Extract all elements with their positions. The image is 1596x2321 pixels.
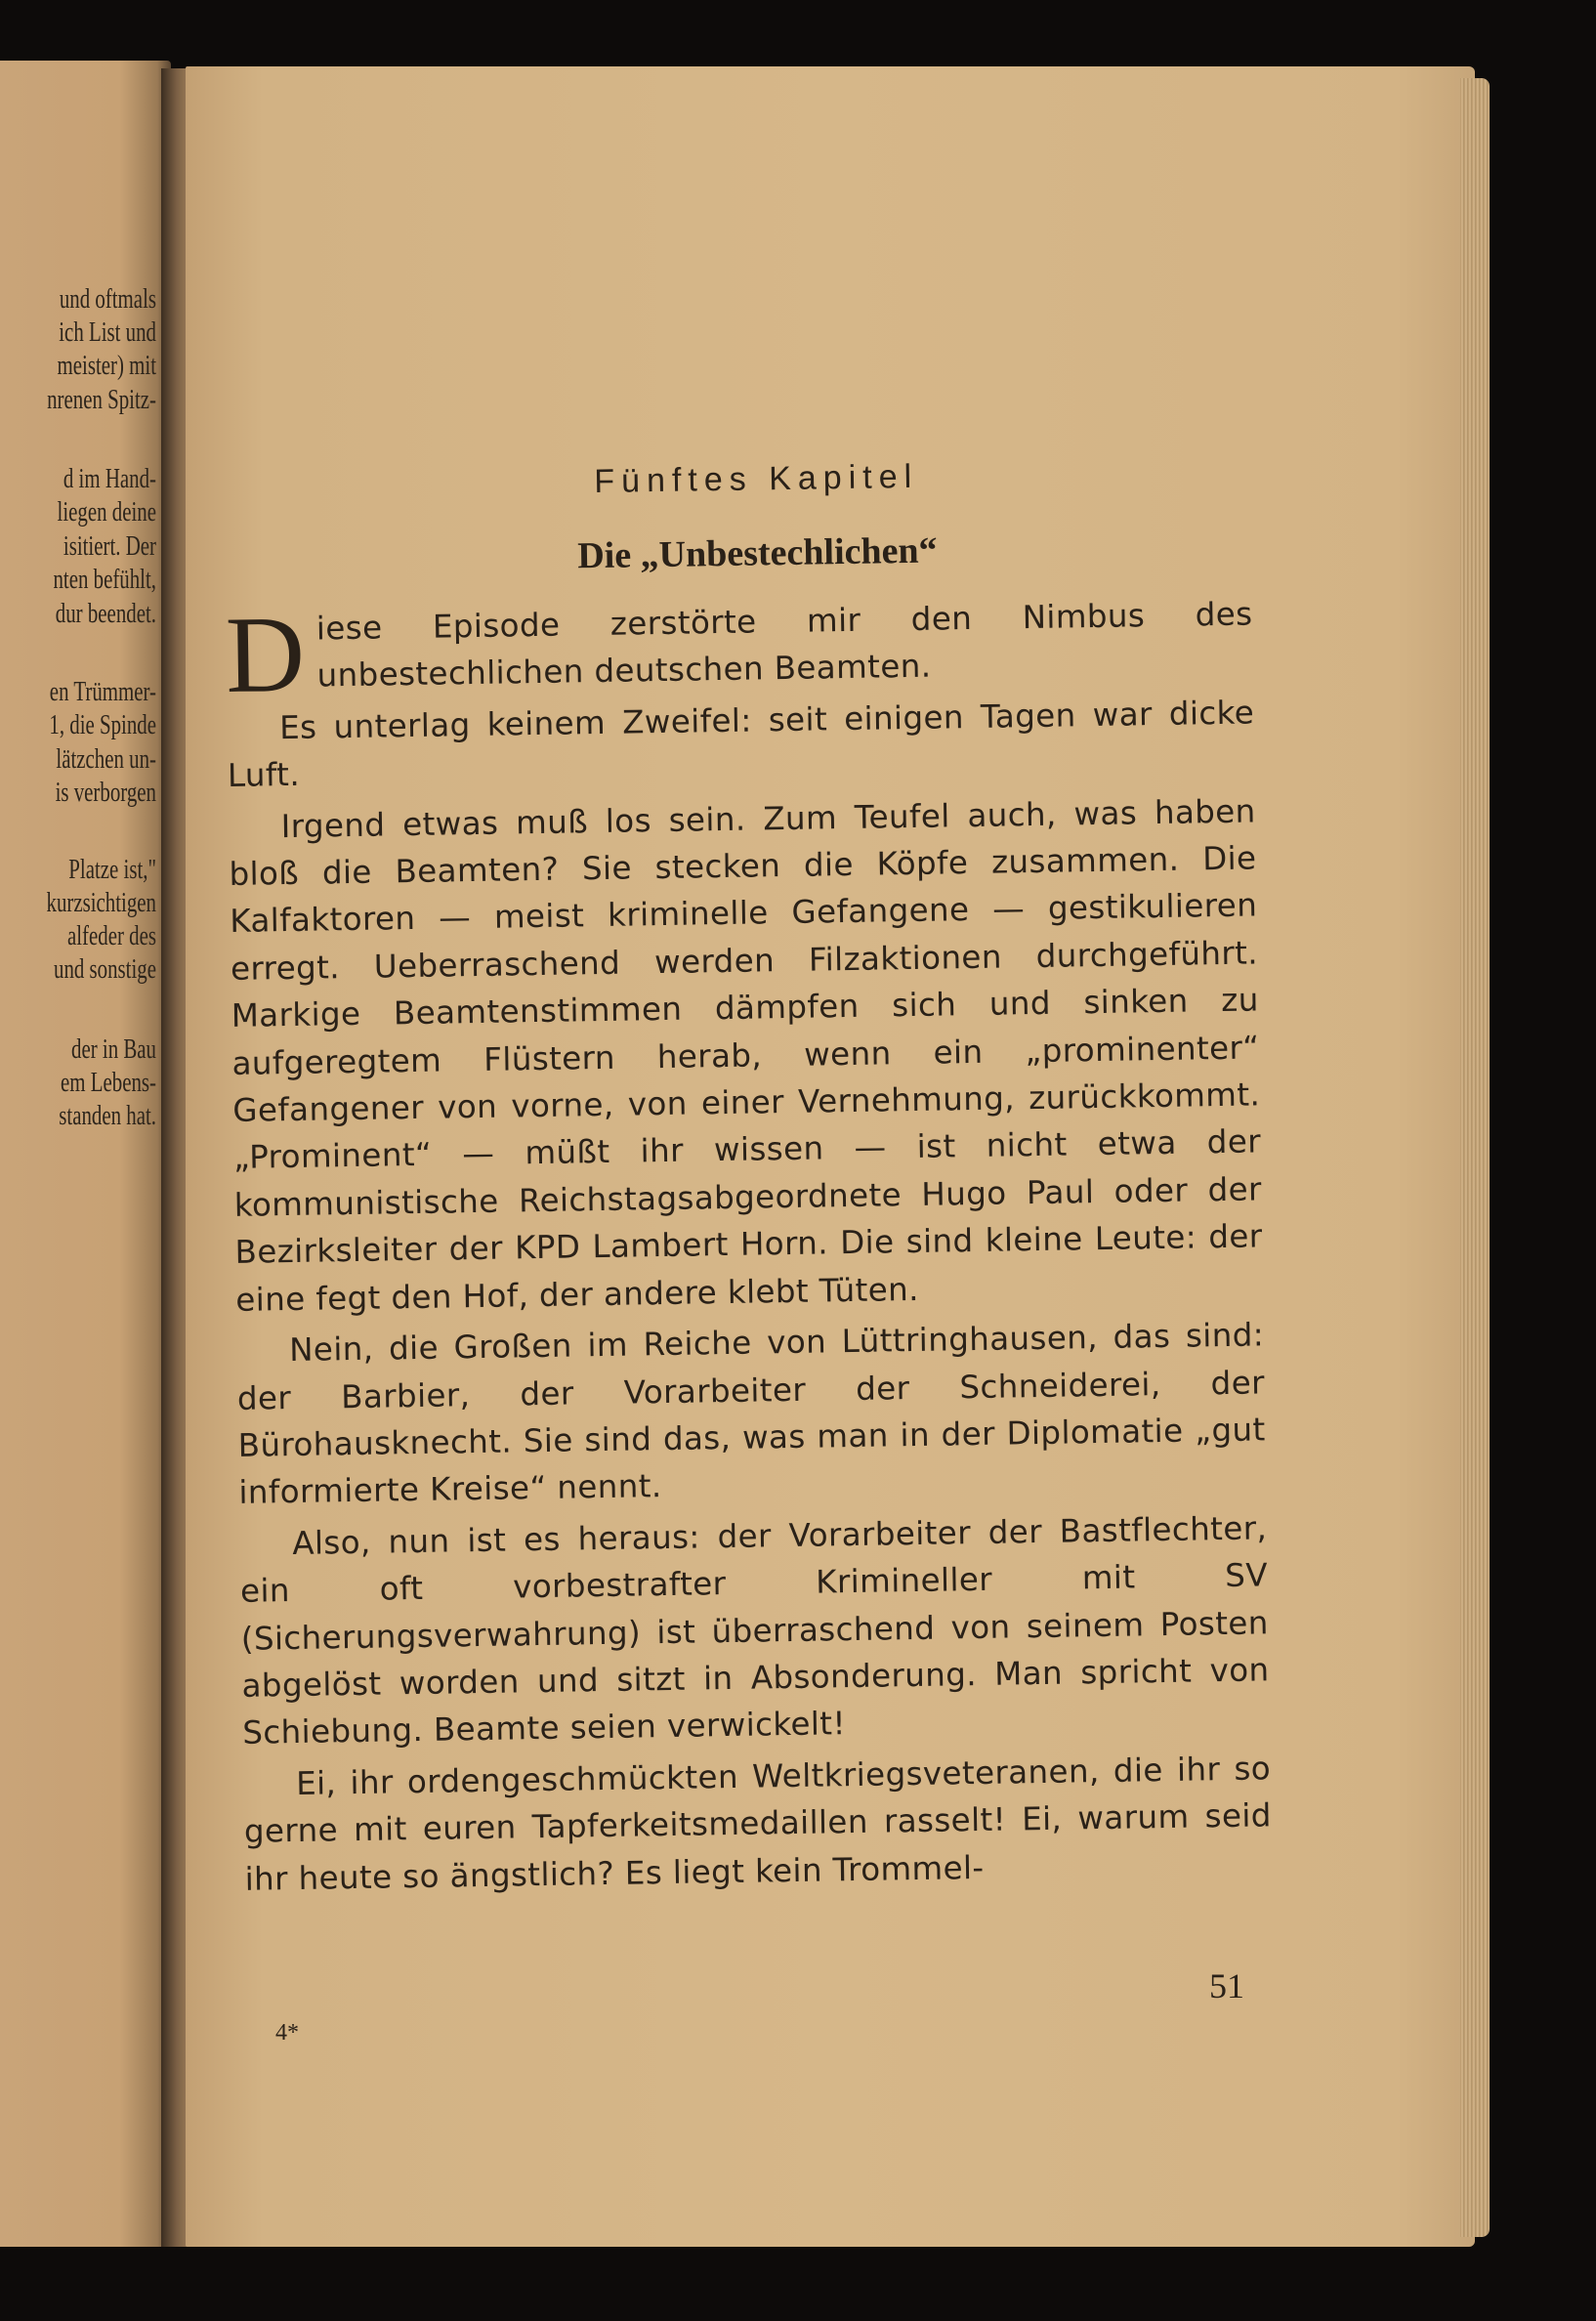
signature-mark: 4* <box>275 2020 299 2046</box>
left-line: und sonstige <box>54 953 156 985</box>
left-line: und oftmals <box>59 283 157 315</box>
chapter-title: Die „Unbestechlichen“ <box>576 529 938 577</box>
left-line: is verborgen <box>55 777 156 808</box>
left-line: kurzsichtigen <box>46 887 156 918</box>
left-line: d im Hand- <box>63 463 156 494</box>
paragraph: Ei, ihr ordengeschmückten Weltkriegsveteranen, die ihr so gerne mit euren Tapferkeitsmedaillen rasselt! Ei, warum seid ihr heute so ängstlich? Es liegt kein Trommel- <box>243 1750 1273 1898</box>
left-line: lätzchen un- <box>56 743 156 775</box>
left-line: der in Bau <box>71 1034 156 1065</box>
page-number: 51 <box>1209 1966 1244 2005</box>
chapter-heading: Fünftes Kapitel <box>594 457 919 501</box>
left-line: nten befühlt, <box>53 564 156 595</box>
paragraph-text: iese Episode zerstörte mir den Nimbus des unbestechlichen deutschen Beamten. <box>315 595 1253 695</box>
left-line: meister) mit <box>57 350 156 381</box>
left-line: liegen deine <box>57 496 156 528</box>
left-line: em Lebens- <box>61 1067 156 1098</box>
left-line: alfeder des <box>66 920 156 951</box>
left-page <box>0 61 171 2247</box>
paragraph: Es unterlag keinem Zweifel: seit einigen Tagen war dicke Luft. <box>227 694 1255 795</box>
left-line: ich List und <box>59 316 156 348</box>
body-text <box>225 590 1273 1902</box>
left-line: nrenen Spitz- <box>47 384 156 415</box>
page-edges <box>1460 78 1490 2237</box>
left-line: standen hat. <box>59 1100 156 1131</box>
left-line: isitiert. Der <box>63 530 156 562</box>
paragraph <box>225 590 1253 716</box>
paragraph: Nein, die Großen im Reiche von Lüttringhausen, das sind: der Barbier, der Vorarbeiter der Schneiderei, der Bürohausknecht. Sie sind das, was man in der Diplomatie „gut informierte Kreise“ nennt. <box>236 1316 1266 1512</box>
left-line: 1, die Spinde <box>49 709 156 740</box>
left-line: en Trümmer- <box>49 676 156 707</box>
left-line: Platze ist," <box>68 854 156 885</box>
paragraph: Irgend etwas muß los sein. Zum Teufel auch, was haben bloß die Beamten? Sie stecken die Köpfe zusammen. Die Kalfaktoren — meist kriminelle Gefangene — gestikulieren erregt. Ueberraschend werden Filzaktionen durchgeführt. Markige Beamtenstimmen dämpfen sich und sinken zu aufgeregtem Flüstern herab, wenn ein „prominenter“ Gefangener von vorne, von einer Vernehmung, zurückkommt. „Prominent“ — müßt ihr wissen — ist nicht etwa der kommunistische Reichstagsabgeordnete Hugo Paul oder der Bezirksleiter der KPD Lambert Horn. Die sind kleine Leute: der eine fegt den Hof, der andere klebt Tüten. <box>229 792 1263 1319</box>
drop-cap: D <box>225 593 307 716</box>
paragraph: Also, nun ist es heraus: der Vorarbeiter der Bastflechter, ein oft vorbestrafter Krimineller mit SV (Sicherungsverwahrung) ist überraschend von seinem Posten abgelöst worden und sitzt in Absonderung. Man spricht von Schiebung. Beamte seien verwickelt! <box>239 1509 1270 1752</box>
left-line: dur beendet. <box>55 598 156 629</box>
page-text <box>223 452 1273 1906</box>
